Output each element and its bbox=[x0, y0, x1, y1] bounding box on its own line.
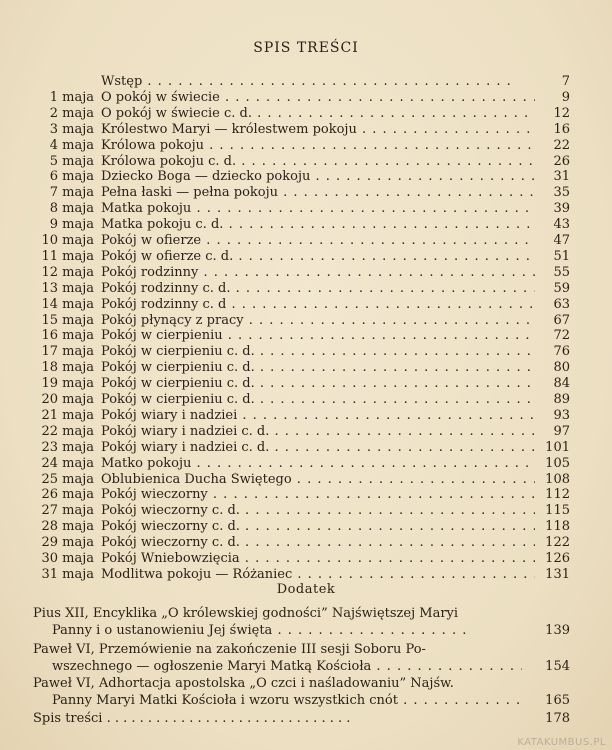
toc-entry-date: 17 maja bbox=[41, 344, 94, 360]
toc-entry-page-number: 126 bbox=[545, 551, 570, 566]
toc-entry-page-number: 35 bbox=[553, 185, 570, 201]
appendix-entry-title: Paweł VI, Adhortacja apostolska „O czci i naśladowaniu” Najśw. bbox=[33, 676, 454, 691]
toc-entry bbox=[0, 233, 612, 249]
appendix-entry-line bbox=[0, 676, 612, 692]
toc-entry-page-number: 22 bbox=[553, 137, 570, 153]
toc-entry-date: 8 maja bbox=[49, 201, 94, 217]
toc-entry-page-number: 84 bbox=[553, 376, 570, 392]
toc-entry-page-number: 97 bbox=[553, 423, 570, 439]
toc-entry-date: 15 maja bbox=[41, 312, 94, 328]
appendix-entry-line bbox=[0, 606, 612, 622]
toc-entry-page-number: 115 bbox=[545, 503, 570, 519]
toc-entry-date: 19 maja bbox=[41, 376, 94, 392]
toc-entry-title: Oblubienica Ducha Świętego . . bbox=[101, 472, 535, 488]
toc-entry-title: Pokój wieczorny c. d. . . bbox=[101, 519, 535, 535]
appendix-entry-line bbox=[0, 659, 612, 675]
appendix-page-number: 154 bbox=[545, 659, 570, 674]
toc-entry-date: 14 maja bbox=[41, 296, 94, 312]
toc-entry-title: Modlitwa pokoju — Różaniec . . bbox=[101, 567, 535, 583]
appendix-page-number: 139 bbox=[545, 623, 570, 638]
toc-entry-title: Pokój w ofierze . . bbox=[101, 233, 535, 249]
toc-entry-page-number: 89 bbox=[553, 392, 570, 407]
appendix-entry-title: Paweł VI, Przemówienie na zakończenie III sesji Soboru Po- bbox=[33, 642, 426, 657]
toc-entry-date: 18 maja bbox=[41, 360, 94, 376]
watermark: KATAKUMBUS.PL bbox=[517, 737, 606, 748]
appendix-entry-line bbox=[0, 711, 612, 727]
toc-entry-date: 7 maja bbox=[49, 185, 94, 201]
toc-entry-page-number: 108 bbox=[545, 471, 570, 487]
toc-entry-page-number: 63 bbox=[553, 296, 570, 312]
toc-entry-date: 5 maja bbox=[49, 153, 94, 169]
toc-entry-title: Pokój Wniebowzięcia . . bbox=[101, 551, 535, 567]
toc-entry bbox=[0, 424, 612, 440]
toc-entry-title: Pokój wiary i nadziei . . bbox=[101, 408, 535, 424]
toc-entry-page-number: 39 bbox=[553, 201, 570, 217]
toc-entry-page-number: 43 bbox=[553, 217, 570, 233]
toc-self-page-number: 178 bbox=[545, 711, 570, 726]
toc-entry-page-number: 7 bbox=[561, 74, 570, 89]
toc-entry-date: 24 maja bbox=[41, 455, 94, 471]
toc-entry-date: 1 maja bbox=[49, 89, 94, 105]
toc-entry-title: Matko pokoju . . bbox=[101, 456, 535, 472]
toc-entry bbox=[0, 456, 612, 472]
toc-entry-date: 6 maja bbox=[49, 169, 94, 185]
toc-entry-date: 13 maja bbox=[41, 280, 94, 296]
toc-entry bbox=[0, 201, 612, 217]
toc-self-entry bbox=[33, 711, 523, 727]
toc-entry-title: Pokój w cierpieniu c. d. . . bbox=[101, 376, 535, 392]
toc-entry-title: Pokój wiary i nadziei c. d. . . bbox=[101, 440, 535, 456]
toc-entry-page-number: 47 bbox=[553, 233, 570, 248]
toc-entry-date: 23 maja bbox=[41, 439, 94, 455]
toc-entry-page-number: 9 bbox=[561, 89, 570, 105]
toc-entry-title: Pokój wieczorny . . bbox=[101, 487, 535, 503]
toc-entry-page-number: 55 bbox=[553, 264, 570, 280]
toc-entry bbox=[0, 503, 612, 519]
toc-entry-date: 12 maja bbox=[41, 264, 94, 280]
toc-entry-date: 28 maja bbox=[41, 519, 94, 535]
toc-entry-page-number: 93 bbox=[553, 407, 570, 423]
toc-entry bbox=[0, 344, 612, 360]
toc-entry-date: 4 maja bbox=[49, 137, 94, 153]
toc-entry-title: Pełna łaski — pełna pokoju . . bbox=[101, 185, 535, 201]
toc-entry-title: Pokój w cierpieniu c. d. . . bbox=[101, 392, 535, 408]
toc-entry-title: Pokój wieczorny c. d. . . bbox=[101, 535, 535, 551]
toc-entry bbox=[0, 551, 612, 567]
toc-entry-title: Pokój w cierpieniu c. d. . . bbox=[101, 360, 535, 376]
toc-entry-page-number: 118 bbox=[545, 519, 570, 535]
toc-entry-page-number: 131 bbox=[545, 566, 570, 582]
toc-entry-date: 16 maja bbox=[41, 328, 94, 344]
toc-entry-title: Królowa pokoju . . bbox=[101, 138, 535, 154]
toc-entry-title: Pokój wieczorny c. d. . . bbox=[101, 503, 535, 519]
page-title: SPIS TREŚCI bbox=[253, 40, 359, 56]
toc-entry-date: 30 maja bbox=[41, 551, 94, 566]
toc-entry bbox=[0, 519, 612, 535]
leader-dots: . . . . . . . . . . . . . . . . . . . . . . . . . . . . . . bbox=[102, 711, 351, 726]
toc-entry-page-number: 76 bbox=[553, 344, 570, 360]
toc-entry-page-number: 122 bbox=[545, 535, 570, 551]
appendix-page-number: 165 bbox=[545, 693, 570, 708]
toc-entry-page-number: 112 bbox=[545, 487, 570, 503]
toc-entry bbox=[0, 122, 612, 138]
toc-entry bbox=[0, 360, 612, 376]
toc-entry-date: 22 maja bbox=[41, 423, 94, 439]
toc-entry bbox=[0, 487, 612, 503]
toc-entry-date: 11 maja bbox=[41, 248, 94, 264]
toc-entry-date: 20 maja bbox=[41, 392, 94, 407]
appendix-heading: Dodatek bbox=[276, 582, 336, 597]
toc-entry-page-number: 72 bbox=[553, 328, 570, 344]
toc-entry-page-number: 51 bbox=[553, 248, 570, 264]
toc-entry-date: 3 maja bbox=[49, 121, 94, 137]
toc-entry-title: Pokój w ofierze c. d. . . bbox=[101, 249, 535, 265]
toc-entry bbox=[0, 535, 612, 551]
toc-entry-title: Pokój rodzinny c. d . . bbox=[101, 297, 535, 313]
toc-entry-page-number: 12 bbox=[553, 105, 570, 121]
toc-entry bbox=[0, 90, 612, 106]
toc-entry bbox=[0, 328, 612, 344]
toc-entry bbox=[0, 567, 612, 583]
toc-entry-date: 21 maja bbox=[41, 407, 94, 423]
toc-entry-page-number: 26 bbox=[553, 153, 570, 169]
toc-entry-title: Wstęp . . bbox=[101, 74, 535, 90]
toc-entry-date: 27 maja bbox=[41, 503, 94, 519]
toc-entry-title: Królowa pokoju c. d. . . bbox=[101, 154, 535, 170]
toc-entry-date: 31 maja bbox=[41, 566, 94, 582]
toc-entry bbox=[0, 281, 612, 297]
toc-entry-title: Matka pokoju . . bbox=[101, 201, 535, 217]
appendix-entry-line bbox=[0, 693, 612, 709]
toc-entry-date: 2 maja bbox=[49, 105, 94, 121]
toc-entry-title: Królestwo Maryi — królestwem pokoju . . bbox=[101, 122, 535, 138]
toc-entry-page-number: 16 bbox=[553, 121, 570, 137]
toc-entry bbox=[0, 154, 612, 170]
toc-entry bbox=[0, 249, 612, 265]
toc-entry bbox=[0, 408, 612, 424]
toc-entry bbox=[0, 106, 612, 122]
toc-entry bbox=[0, 392, 612, 408]
toc-entry-title: Dziecko Boga — dziecko pokoju . . bbox=[101, 169, 535, 185]
toc-entry-title: O pokój w świecie c. d. . . bbox=[101, 106, 535, 122]
toc-entry bbox=[0, 138, 612, 154]
toc-entry-title: Pokój w cierpieniu c. d. . . bbox=[101, 344, 535, 360]
toc-entry-date: 10 maja bbox=[41, 233, 94, 248]
appendix-entry-title-cont: Panny i o ustanowieniu Jej święta . . bbox=[52, 623, 522, 639]
toc-entry bbox=[0, 265, 612, 281]
toc-entry-page-number: 80 bbox=[553, 360, 570, 376]
toc-entry bbox=[0, 169, 612, 185]
toc-entry-title: Pokój płynący z pracy . . bbox=[101, 313, 535, 329]
toc-entry-title: Pokój wiary i nadziei c. d. . . bbox=[101, 424, 535, 440]
toc-entry-page-number: 101 bbox=[545, 439, 570, 455]
toc-entry-page-number: 31 bbox=[553, 169, 570, 185]
toc-entry-title: Pokój w cierpieniu . . bbox=[101, 328, 535, 344]
toc-entry-title: Pokój rodzinny . . bbox=[101, 265, 535, 281]
appendix-entry-title-cont: wszechnego — ogłoszenie Maryi Matką Kościoła . . bbox=[52, 659, 522, 675]
toc-entry-date: 26 maja bbox=[41, 487, 94, 503]
toc-entry-page-number: 67 bbox=[553, 312, 570, 328]
appendix-entry-line bbox=[0, 623, 612, 639]
toc-entry-title: Pokój rodzinny c. d. . . bbox=[101, 281, 535, 297]
toc-self-title: Spis treści bbox=[33, 711, 103, 726]
appendix-entry-line bbox=[0, 642, 612, 658]
toc-entry bbox=[0, 440, 612, 456]
toc-entry-date: 9 maja bbox=[49, 217, 94, 233]
toc-entry bbox=[0, 185, 612, 201]
toc-entry-title: O pokój w świecie . . bbox=[101, 90, 535, 106]
toc-entry bbox=[0, 472, 612, 488]
toc-entry bbox=[0, 376, 612, 392]
toc-entry-page-number: 105 bbox=[545, 455, 570, 471]
toc-entry-page-number: 59 bbox=[553, 280, 570, 296]
toc-entry-date: 29 maja bbox=[41, 535, 94, 551]
toc-entry bbox=[0, 217, 612, 233]
toc-entry bbox=[0, 313, 612, 329]
appendix-entry-title: Pius XII, Encyklika „O królewskiej godności” Najświętszej Maryi bbox=[33, 606, 459, 621]
appendix-entry-title-cont: Panny Maryi Matki Kościoła i wzoru wszystkich cnót . . bbox=[52, 693, 522, 709]
toc-entry bbox=[0, 297, 612, 313]
toc-entry-title: Matka pokoju c. d. . . bbox=[101, 217, 535, 233]
toc-entry-date: 25 maja bbox=[41, 471, 94, 487]
toc-entry bbox=[0, 74, 612, 90]
